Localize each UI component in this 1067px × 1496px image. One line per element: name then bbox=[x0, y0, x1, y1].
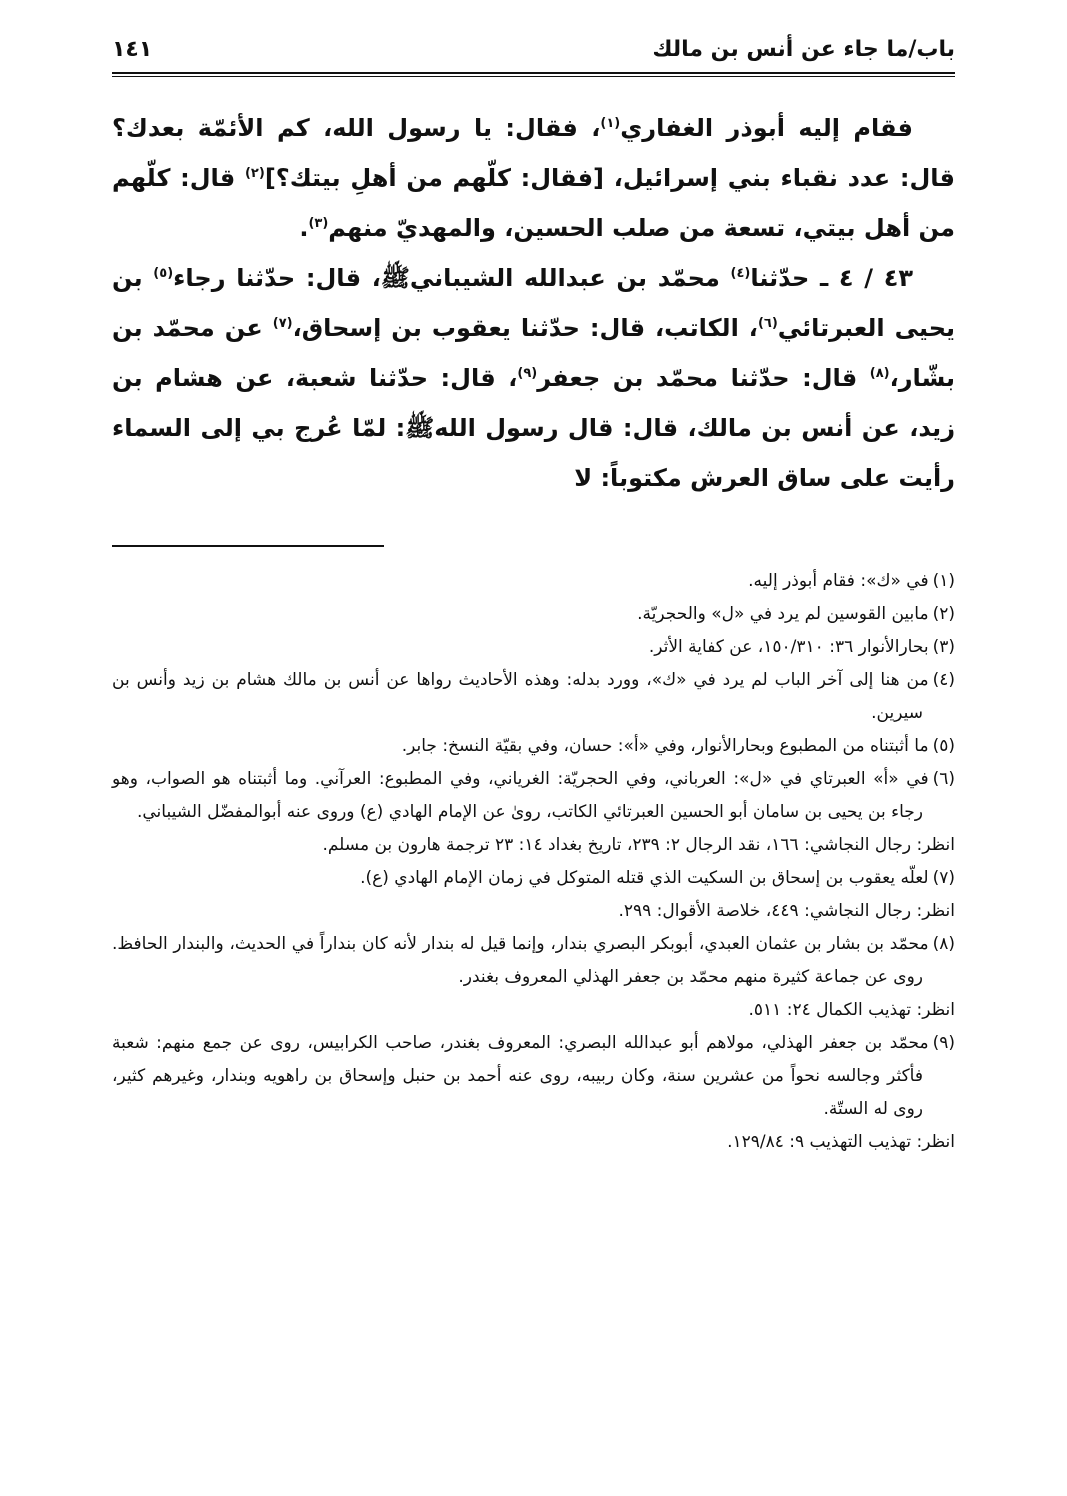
footnote-8: (٨)محمّد بن بشار بن عثمان العبدي، أبوبكر البصري بندار، وإنما قيل له بندار لأنه كان بنداراً في الحديث، والبندار الحافظ. روى عن جماعة كثيرة منهم محمّد بن جعفر الهذلي المعروف بغندر. bbox=[112, 934, 955, 987]
running-title: باب/ما جاء عن أنس بن مالك bbox=[652, 37, 955, 62]
footnote-ref-5: (٥) bbox=[153, 266, 174, 281]
footnote-ref-3: (٣) bbox=[308, 216, 329, 231]
footnote-ref-6: (٦) bbox=[757, 316, 778, 331]
footnote-9-reference: انظر: تهذيب التهذيب ٩: ١٢٩/٨٤. bbox=[727, 1132, 955, 1152]
main-text bbox=[112, 103, 955, 503]
footnote-ref-7: (٧) bbox=[272, 316, 293, 331]
footnote-5: (٥)ما أثبتناه من المطبوع وبحارالأنوار، وفي «أ»: حسان، وفي بقيّة النسخ: جابر. bbox=[401, 736, 955, 756]
footnote-8-reference: انظر: تهذيب الكمال ٢٤: ٥١١. bbox=[748, 1000, 955, 1020]
footnote-3: (٣)بحارالأنوار ٣٦: ١٥٠/٣١٠، عن كفاية الأثر. bbox=[648, 637, 955, 657]
footnote-separator bbox=[112, 545, 384, 547]
footnote-ref-9: (٩) bbox=[517, 366, 538, 381]
footnote-ref-2: (٢) bbox=[244, 166, 265, 181]
footnote-ref-8: (٨) bbox=[869, 366, 890, 381]
footnote-ref-4: (٤) bbox=[730, 266, 751, 281]
footnote-9: (٩)محمّد بن جعفر الهذلي، مولاهم أبو عبدالله البصري: المعروف بغندر، صاحب الكرابيس، روى عن جمع منهم: شعبة فأكثر وجالسه نحواً من عشرين سنة، وكان ربيبه، روى عنه أحمد بن حنبل وإسحاق بن راهويه وبندار، وغيرهم كثير، روى له الستّة. bbox=[112, 1033, 955, 1119]
footnote-1: (١)في «ك»: فقام أبوذر إليه. bbox=[748, 571, 955, 591]
footnote-4: (٤)من هنا إلى آخر الباب لم يرد في «ك»، وورد بدله: وهذه الأحاديث رواها عن أنس بن مالك هشام بن زيد وأنس بن سيرين. bbox=[112, 670, 955, 723]
footnote-2: (٢)مابين القوسين لم يرد في «ل» والحجريّة. bbox=[637, 604, 955, 624]
footnote-7: (٧)لعلّه يعقوب بن إسحاق بن السكيت الذي قتله المتوكل في زمان الإمام الهادي (ع). bbox=[360, 868, 955, 888]
page-header bbox=[112, 36, 955, 68]
page-number: ١٤١ bbox=[112, 37, 153, 62]
footnote-6: (٦)في «أ» العبرتاي في «ل»: العرباني، وفي الحجريّة: الغرياني، وفي المطبوع: العرآني. وما أثبتناه هو الصواب، وهو رجاء بن يحيى بن سامان أبو الحسين العبرتائي الكاتب، روىٰ عن الإمام الهادي (ع) وروى عنه أبوالمفضّل الشيباني. bbox=[112, 769, 955, 822]
header-rule bbox=[112, 72, 955, 77]
footnote-ref-1: (١) bbox=[600, 116, 621, 131]
footnotes bbox=[112, 565, 955, 1159]
footnote-6-reference: انظر: رجال النجاشي: ١٦٦، نقد الرجال ٢: ٢٣٩، تاريخ بغداد ١٤: ٢٣ ترجمة هارون بن مسلم. bbox=[322, 835, 955, 855]
footnote-7-reference: انظر: رجال النجاشي: ٤٤٩، خلاصة الأقوال: ٢٩٩. bbox=[618, 901, 955, 921]
main-paragraph-1: فقام إليه أبوذر الغفاري$^{(١)}$، فقال: يا رسول الله، كم الأئمّة بعدك؟ قال: عدد نقباء بني إسرائيل، [فقال: كلّهم من أهلِ بيتك؟]$^{(٢)}$ قال: كلّهم من أهل بيتي، تسعة من صلب الحسين، والمهديّ منهم$^{(٣)}$. bbox=[112, 114, 955, 242]
honorific-symbol: ﷺ bbox=[380, 264, 410, 292]
honorific-symbol: ﷺ bbox=[405, 414, 435, 442]
main-paragraph-2: ٤٣ / ٤ ـ حدّثنا$^{(٤)}$ محمّد بن عبدالله الشيبانيﷺ، قال: حدّثنا رجاء$^{(٥)}$ بن يحيى العبرتائي$^{(٦)}$، الكاتب، قال: حدّثنا يعقوب بن إسحاق،$^{(٧)}$ عن محمّد بن بشّار،$^{(٨)}$ قال: حدّثنا محمّد بن جعفر$^{(٩)}$، قال: حدّثنا شعبة، عن هشام بن زيد، عن أنس بن مالك، قال: قال رسول اللهﷺ: لمّا عُرج بي إلى السماء رأيت على ساق العرش مكتوباً: لا bbox=[112, 264, 956, 492]
